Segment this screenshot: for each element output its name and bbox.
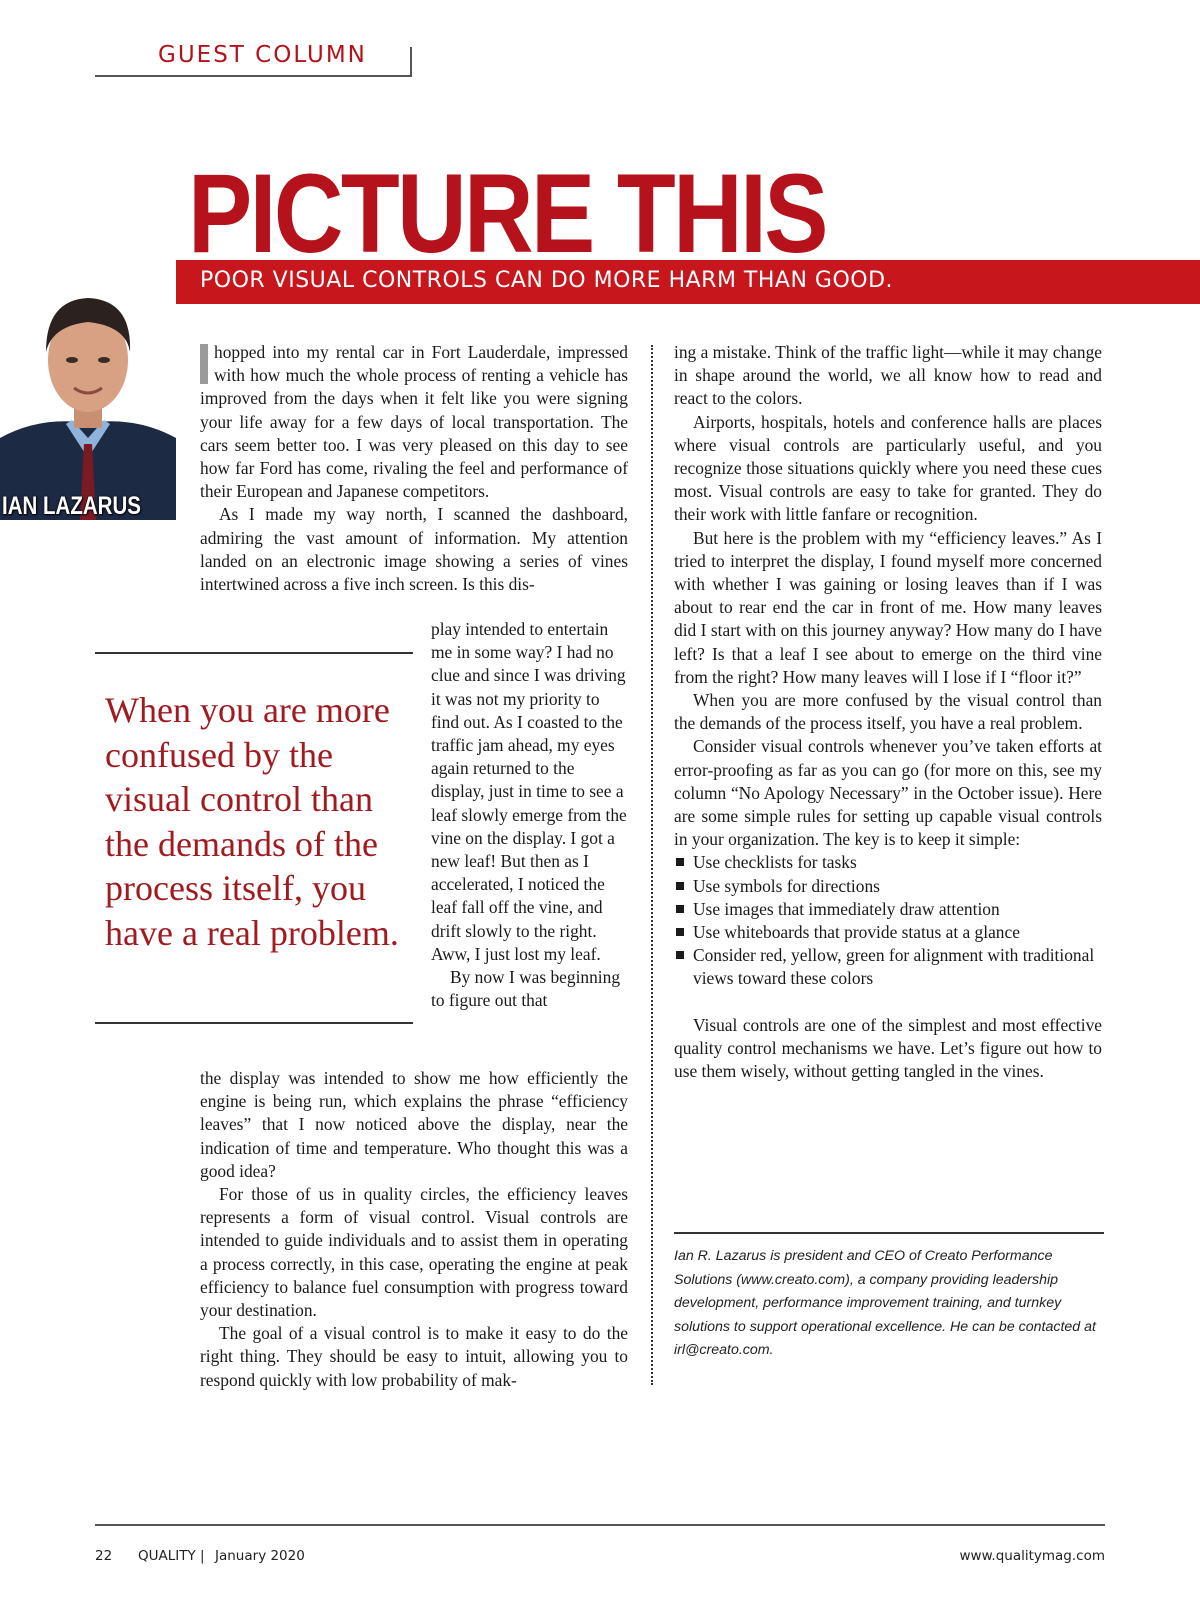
paragraph: By now I was beginning to figure out that (431, 967, 621, 1011)
footer-rule (95, 1524, 1105, 1526)
column-1-top (200, 341, 628, 596)
website-link[interactable]: www.qualitymag.com (959, 1548, 1105, 1564)
paragraph: the display was intended to show me how efficiently the engine is being run, which explains the phrase “efficiency leaves” that I now noticed above the display, near the indication of time and temperature. Who thought this was a good idea? (200, 1068, 628, 1181)
column-2 (674, 341, 1102, 1083)
drop-cap-paragraph-text: hopped into my rental car in Fort Lauderdale, impressed with how much the whole process of renting a vehicle has improved from the days when it felt like you were signing your life away for a few days of local transportation. The cars seem better too. I was very pleased on this day to see how far Ford has come, rivaling the feel and performance of their European and Japanese competitors. (200, 342, 628, 502)
author-photo (0, 248, 176, 520)
section-rule (95, 75, 412, 77)
list-item: Use checklists for tasks (674, 851, 1102, 874)
paragraph: ing a mistake. Think of the traffic light—while it may change in shape around the world, we all know how to read and react to the colors. (674, 342, 1102, 409)
paragraph (200, 341, 628, 503)
rules-list (674, 851, 1102, 990)
section-label: GUEST COLUMN (158, 42, 367, 68)
paragraph: Consider visual controls whenever you’ve taken efforts at error-proofing as far as you can go (for more on this, see my column “No Apology Necessary” in the October issue). Here are some simple rules for setting up capable visual controls in your organization. The key is to keep it simple: (674, 736, 1102, 850)
pullquote: When you are more confused by the visual control than the demands of the process itself, you have a real problem. (105, 690, 399, 953)
article-title: PICTURE THIS (188, 151, 826, 276)
column-1-narrow (431, 618, 628, 1012)
list-item: Use whiteboards that provide status at a glance (674, 921, 1102, 944)
author-bio: Ian R. Lazarus is president and CEO of Creato Performance Solutions (www.creato.com), a company providing leadership development, performance improvement training, and turnkey solutions to support operational excellence. He can be contacted at irl@creato.com. (674, 1248, 1096, 1359)
paragraph: When you are more confused by the visual control than the demands of the process itself, you have a real problem. (674, 690, 1102, 734)
author-portrait-illustration (0, 248, 176, 520)
footer-separator: | (200, 1548, 205, 1564)
article-deck: POOR VISUAL CONTROLS CAN DO MORE HARM THAN GOOD. (200, 268, 894, 293)
pullquote-rule-top (95, 652, 413, 654)
list-item: Consider red, yellow, green for alignment with traditional views toward these colors (674, 944, 1102, 990)
page-number: 22 (95, 1548, 113, 1564)
author-name: IAN LAZARUS (2, 492, 141, 520)
section-rule-vertical (410, 47, 412, 77)
list-item: Use images that immediately draw attention (674, 898, 1102, 921)
paragraph: Airports, hospitals, hotels and conference halls are places where visual controls are particularly useful, and you recognize those situations quickly where you need these cues most. Visual controls are easy to take for granted. They do their work with little fanfare or recognition. (674, 411, 1102, 525)
paragraph: For those of us in quality circles, the efficiency leaves represents a form of visual control. Visual controls are intended to guide individuals and to assist them in operating a process correctly, in this case, operating the engine at peak efficiency to balance fuel consumption with progress toward your destination. (200, 1184, 628, 1321)
pullquote-rule-bottom (95, 1022, 413, 1024)
paragraph: Visual controls are one of the simplest and most effective quality control mechanisms we have. Let’s figure out how to use them wisely, without getting tangled in the vines. (674, 1014, 1102, 1082)
column-1-bottom (200, 1067, 628, 1392)
paragraph: The goal of a visual control is to make it easy to do the right thing. They should be easy to intuit, allowing you to respond quickly with low probability of mak- (200, 1323, 628, 1390)
column-divider (651, 345, 653, 1385)
bio-rule (674, 1232, 1104, 1234)
list-item: Use symbols for directions (674, 875, 1102, 898)
drop-cap (200, 344, 208, 384)
paragraph: As I made my way north, I scanned the dashboard, admiring the vast amount of information. My attention landed on an electronic image showing a series of vines intertwined across a five inch screen. Is this dis- (200, 504, 628, 595)
publication-name: QUALITY (138, 1548, 196, 1564)
paragraph: But here is the problem with my “efficiency leaves.” As I tried to interpret the display, I found myself more concerned with whether I was gaining or losing leaves than if I was about to rear end the car in front of me. How many leaves did I start with on this journey anyway? How many do I have left? Is that a leaf I see about to emerge on the third vine from the right? How many leaves will I lose if I “floor it?” (674, 527, 1102, 687)
paragraph: play intended to entertain me in some way? I had no clue and since I was driving it was not my priority to find out. As I coasted to the traffic jam ahead, my eyes again returned to the display, just in time to see a leaf slowly emerge from the vine on the display. I got a new leaf! But then as I accelerated, I noticed the leaf fall off the vine, and drift slowly to the right. Aww, I just lost my leaf. (431, 619, 627, 964)
issue-date: January 2020 (215, 1548, 305, 1564)
